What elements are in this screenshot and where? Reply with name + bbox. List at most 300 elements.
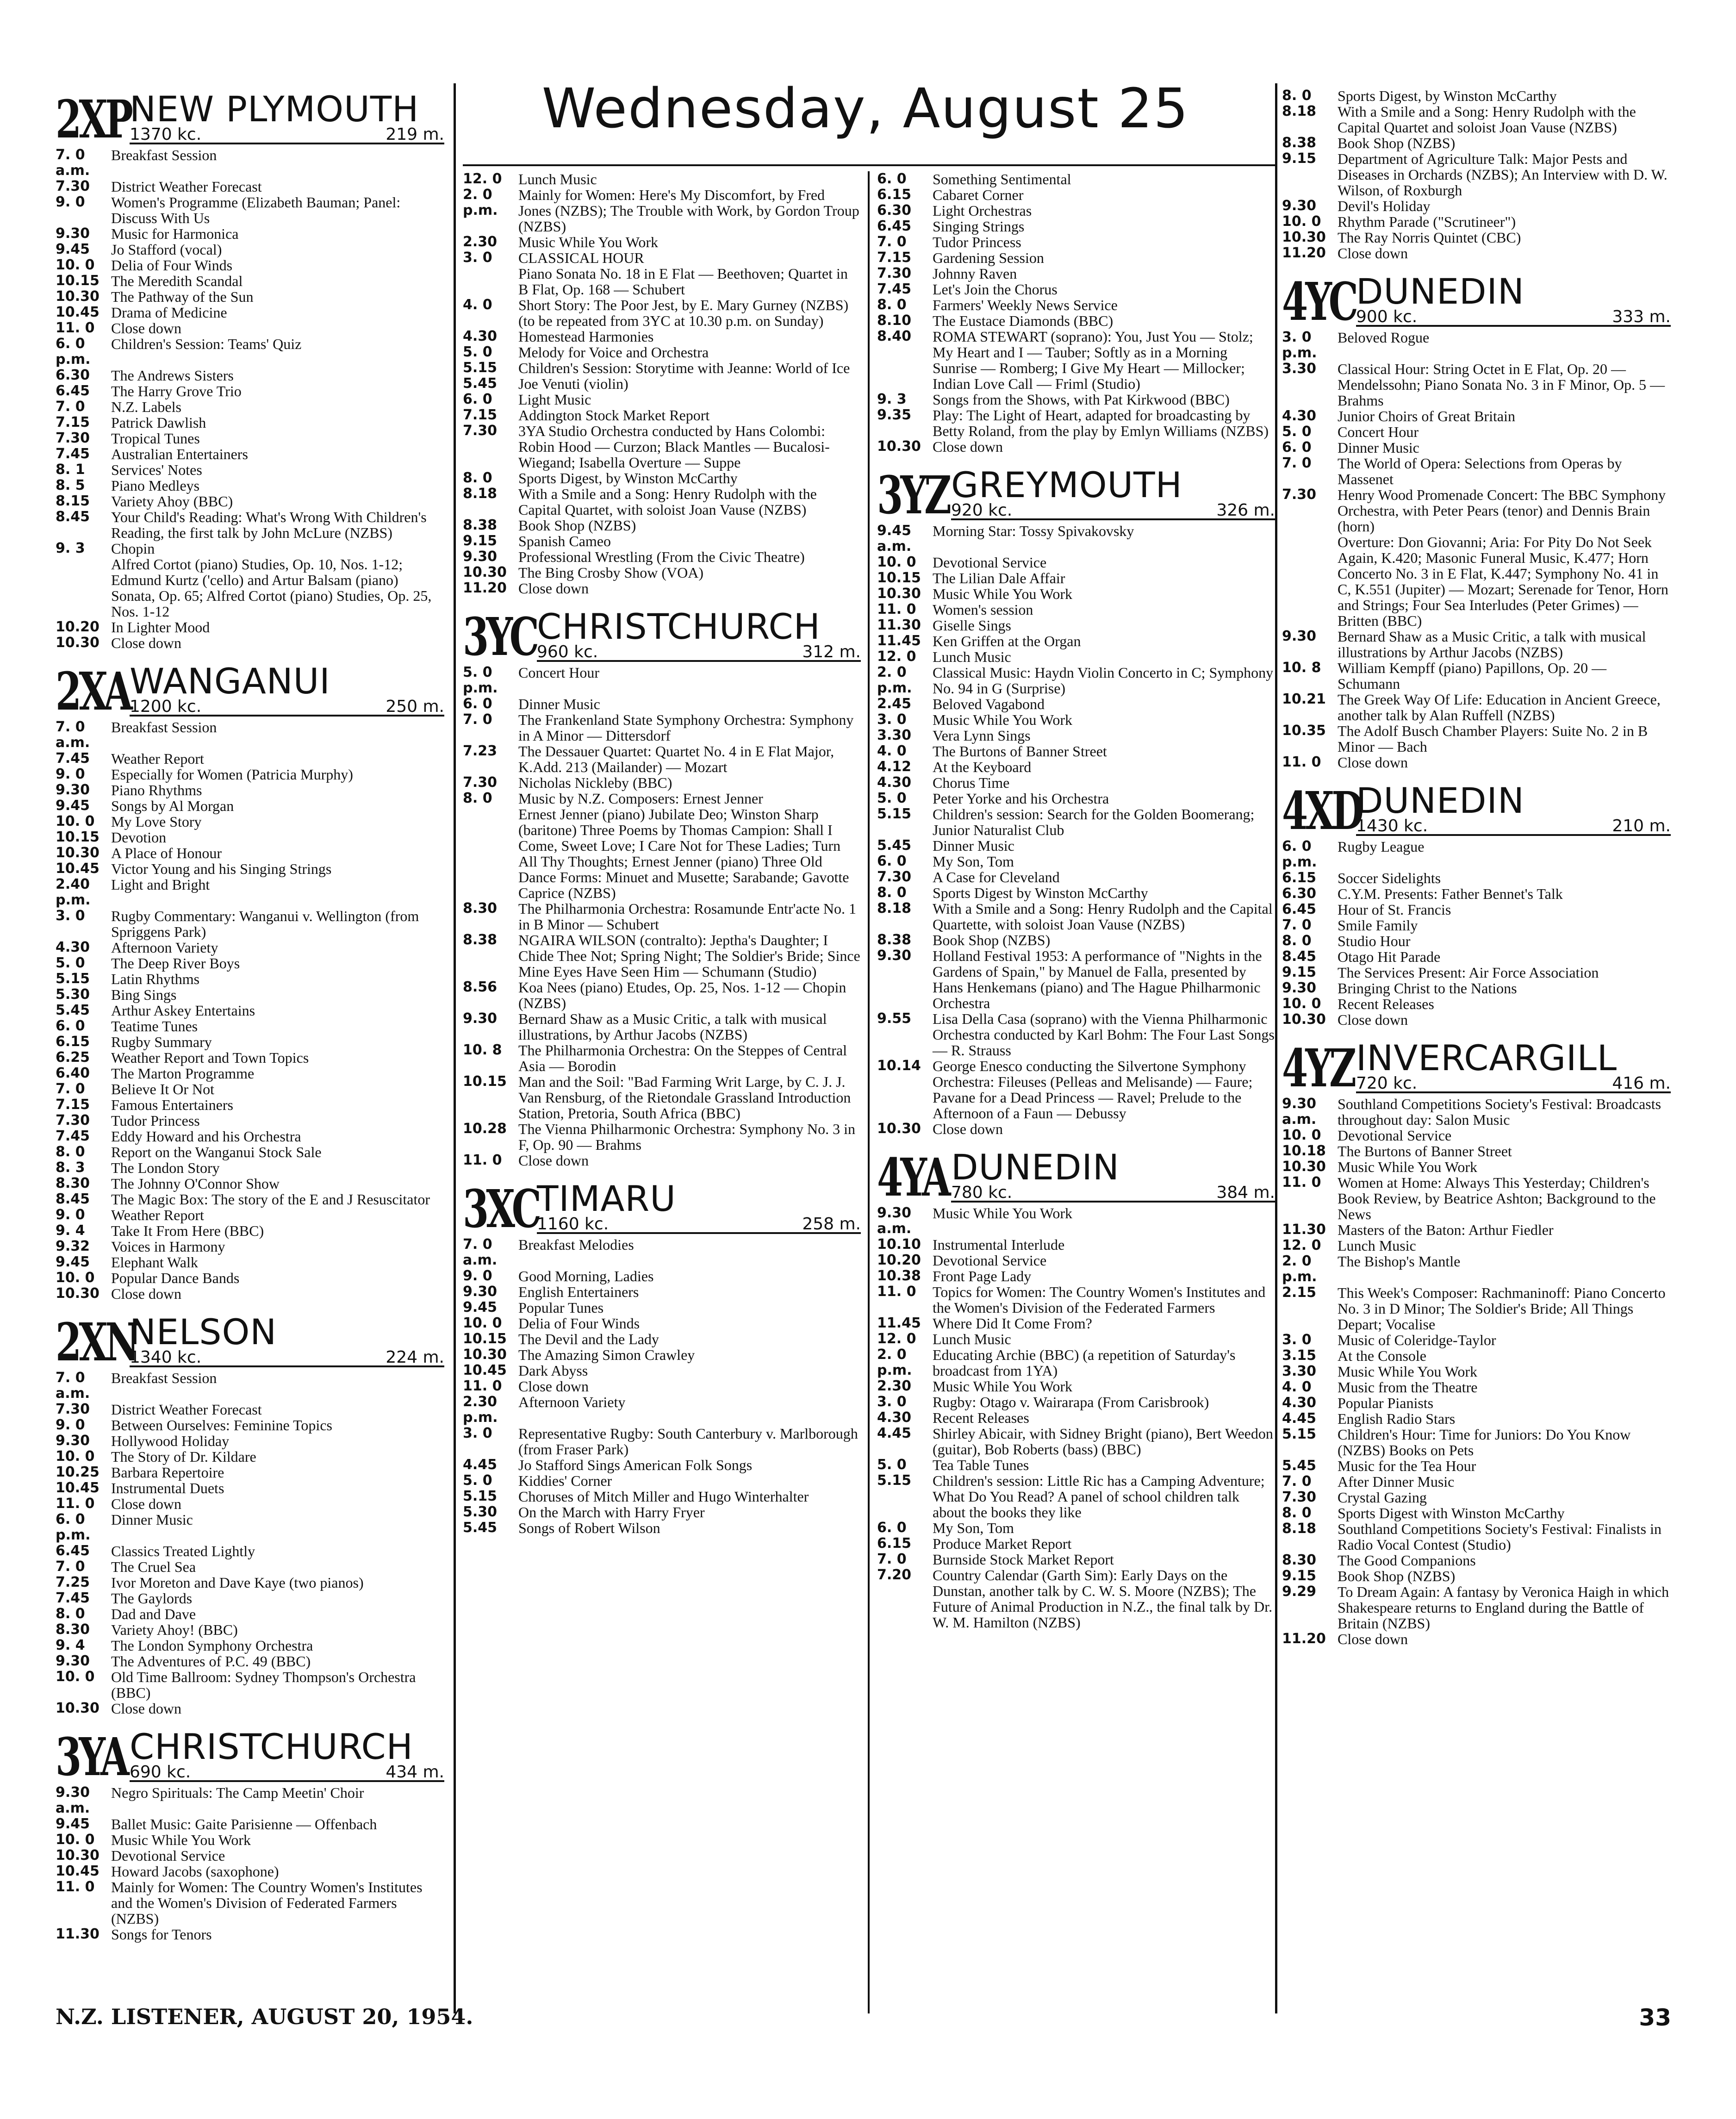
programme-entry — [56, 719, 444, 751]
programme-description: The Frankenland State Symphony Orchestra: Symphony in A Minor — Dittersdorf — [518, 711, 854, 744]
programme-description: Variety Ahoy (BBC) — [111, 493, 233, 510]
programme-description: Junior Choirs of Great Britain — [1338, 408, 1515, 424]
programme-entry — [463, 376, 861, 392]
programme-description: Barbara Repertoire — [111, 1464, 224, 1481]
programme-entry — [1282, 1348, 1671, 1364]
programme-time: 10.30 — [1282, 1159, 1326, 1175]
programme-entry — [463, 1457, 861, 1473]
programme-description: Close down — [518, 580, 589, 597]
programme-description: To Dream Again: A fantasy by Veronica Haigh in which Shakespeare returns to England during the Battle of Britain (NZBS) — [1338, 1583, 1669, 1632]
programme-time: 10. 0 — [1282, 996, 1321, 1012]
programme-time: 7.30 — [877, 869, 912, 885]
programme-time: 8.45 — [56, 509, 90, 525]
programme-description: Concert Hour — [518, 664, 600, 681]
programme-description: Dinner Music — [518, 696, 600, 712]
programme-description: Songs from the Shows, with Pat Kirkwood (BBC) — [933, 391, 1230, 408]
programme-entry — [56, 556, 444, 619]
programme-entry — [56, 1701, 444, 1716]
programme-entry — [56, 814, 444, 829]
station-header — [56, 1311, 444, 1373]
programme-entry — [1282, 723, 1671, 754]
programme-time: 10. 0 — [56, 1448, 95, 1465]
programme-entry — [463, 979, 861, 1011]
programme-entry — [463, 392, 861, 407]
programme-time: 6. 0 — [877, 1520, 907, 1536]
programme-description: Music for the Tea Hour — [1338, 1458, 1476, 1474]
station-line — [1282, 271, 1671, 332]
station-header — [1282, 271, 1671, 332]
station-name-block — [130, 661, 444, 717]
programme-description: The Good Companions — [1338, 1552, 1476, 1569]
programme-description: District Weather Forecast — [111, 1401, 262, 1418]
station-callsign: 2XP — [56, 89, 131, 150]
programme-entry — [877, 266, 1275, 281]
station-header — [1282, 780, 1671, 841]
column-rule — [1275, 83, 1277, 2013]
programme-entry — [463, 234, 861, 250]
programme-description: The Services Present: Air Force Association — [1338, 964, 1599, 981]
programme-entry — [1282, 629, 1671, 660]
programme-time: 7. 0 a.m. — [56, 1370, 90, 1402]
programme-time: 9.32 — [56, 1238, 90, 1254]
programme-entry — [56, 446, 444, 462]
programme-time: 10.30 — [463, 564, 507, 580]
programme-description: Close down — [111, 635, 181, 651]
programme-entry — [56, 383, 444, 399]
programme-entry — [877, 1378, 1275, 1394]
programme-description: Close down — [1338, 1631, 1408, 1647]
programme-description: Women's Programme (Elizabeth Bauman; Panel: Discuss With Us — [111, 194, 401, 226]
programme-entry — [56, 336, 444, 368]
programme-description: At the Console — [1338, 1347, 1426, 1364]
programme-entry — [877, 1347, 1275, 1378]
programme-description: Book Shop (NZBS) — [1338, 135, 1456, 151]
programme-description: Representative Rugby: South Canterbury v. Marlborough (from Fraser Park) — [518, 1425, 858, 1458]
programme-entry — [56, 1081, 444, 1097]
programme-description: Farmers' Weekly News Service — [933, 297, 1118, 313]
station-name-block — [1356, 780, 1671, 836]
programme-time: 7. 0 a.m. — [56, 147, 90, 179]
programme-description: C.Y.M. Presents: Father Bennet's Talk — [1338, 885, 1563, 902]
programme-description: Arthur Askey Entertains — [111, 1002, 255, 1019]
programme-description: Breakfast Session — [111, 147, 217, 163]
programme-entry — [1282, 886, 1671, 902]
station-wavelength: 250 m. — [386, 697, 444, 716]
programme-description: Classical Hour: String Octet in E Flat, Op. 20 — Mendelssohn; Piano Sonata No. 3 in F Minor, Op. 5 — Brahms — [1338, 361, 1665, 409]
programme-time: 8. 0 — [877, 297, 907, 313]
programme-time: 9.45 a.m. — [877, 523, 912, 555]
programme-time: 9.30 — [1282, 198, 1317, 214]
programme-time: 9.30 a.m. — [1282, 1096, 1317, 1128]
programme-description: On the March with Harry Fryer — [518, 1504, 705, 1521]
programme-entry — [877, 948, 1275, 1011]
programme-description: Popular Tunes — [518, 1299, 604, 1316]
programme-description: Short Story: The Poor Jest, by E. Mary Gurney (NZBS) (to be repeated from 3YC at 10.30 p.m. on Sunday) — [518, 297, 849, 329]
programme-time: 6.25 — [56, 1049, 90, 1066]
programme-time: 9.45 — [56, 241, 90, 257]
station-frequency-row — [537, 1216, 861, 1232]
programme-time: 6. 0 — [463, 696, 492, 712]
programme-time: 6.15 — [56, 1034, 90, 1050]
programme-time: 5. 0 — [463, 344, 492, 360]
programme-time: 4. 0 — [1282, 1379, 1312, 1395]
programme-entry — [1282, 965, 1671, 980]
programme-entry — [463, 360, 861, 376]
programme-time: 2.45 — [877, 696, 912, 712]
programme-description: Lunch Music — [933, 648, 1011, 665]
station-line — [877, 1147, 1275, 1208]
programme-entry — [56, 1066, 444, 1081]
programme-entry — [877, 1121, 1275, 1137]
programme-description: At the Keyboard — [933, 759, 1032, 775]
programme-entry — [877, 649, 1275, 665]
programme-entry — [877, 633, 1275, 649]
programme-time — [56, 556, 111, 619]
programme-description: The Philharmonia Orchestra: Rosamunde Entr'acte No. 1 in B Minor — Schubert — [518, 900, 856, 933]
station-name: WANGANUI — [130, 661, 330, 702]
programme-time: 9.30 a.m. — [56, 1784, 90, 1816]
title-rule — [463, 164, 1275, 166]
programme-entry — [56, 1816, 444, 1832]
programme-entry — [56, 226, 444, 242]
programme-description: The Burtons of Banner Street — [1338, 1143, 1512, 1159]
station-name: NELSON — [130, 1311, 277, 1352]
programme-entry — [56, 478, 444, 493]
programme-time: 10. 8 — [1282, 660, 1321, 676]
programme-description: Report on the Wanganui Stock Sale — [111, 1144, 322, 1160]
programme-entry — [1282, 1143, 1671, 1159]
station-kc: 900 kc. — [1356, 307, 1418, 326]
station-kc: 720 kc. — [1356, 1074, 1418, 1093]
programme-time: 9.30 — [877, 947, 912, 964]
programme-time: 5.45 — [56, 1002, 90, 1018]
programme-time: 4.45 — [1282, 1410, 1317, 1427]
programme-description: Songs for Tenors — [111, 1926, 212, 1943]
programme-description: Joe Venuti (violin) — [518, 375, 628, 392]
programme-description: Popular Pianists — [1338, 1395, 1434, 1411]
programme-entry — [1282, 1128, 1671, 1143]
programme-entry — [877, 806, 1275, 838]
programme-description: Front Page Lady — [933, 1268, 1032, 1284]
station-callsign: 4YC — [1282, 271, 1356, 332]
programme-description: Between Ourselves: Feminine Topics — [111, 1417, 332, 1433]
programme-time: 2. 0 p.m. — [463, 187, 498, 218]
programme-time: 7.30 — [56, 178, 90, 194]
programme-time: 8. 0 — [877, 885, 907, 901]
programme-description: Mainly for Women: Here's My Discomfort, by Fred Jones (NZBS); The Trouble with Work, by Gordon Troup (NZBS) — [518, 187, 859, 235]
programme-entry — [56, 1128, 444, 1144]
programme-description: English Entertainers — [518, 1284, 639, 1300]
programme-entry — [463, 696, 861, 712]
programme-time: 8.15 — [56, 493, 90, 509]
programme-entry — [877, 570, 1275, 586]
programme-description: Instrumental Duets — [111, 1480, 224, 1496]
programme-entry — [56, 1176, 444, 1191]
programme-description: Nicholas Nickleby (BBC) — [518, 774, 672, 791]
programme-description: Music for Harmonica — [111, 225, 239, 242]
programme-entry — [463, 806, 861, 901]
programme-entry — [877, 696, 1275, 712]
programme-entry — [877, 1058, 1275, 1121]
programme-entry — [877, 1268, 1275, 1284]
column-rule — [454, 83, 456, 2013]
programme-time: 7. 0 — [56, 1558, 85, 1575]
programme-description: Bernard Shaw as a Music Critic, a talk with musical illustrations, by Arthur Jacobs (NZBS) — [518, 1010, 827, 1043]
programme-description: Teatime Tunes — [111, 1018, 198, 1035]
programme-description: The Greek Way Of Life: Education in Ancient Greece, another talk by Alan Ruffell (NZBS) — [1338, 691, 1661, 723]
programme-entry — [56, 1144, 444, 1160]
programme-entry — [56, 1160, 444, 1176]
programme-time: 8. 3 — [56, 1159, 85, 1176]
programme-description: Popular Dance Bands — [111, 1270, 240, 1286]
programme-description: The Harry Grove Trio — [111, 383, 242, 399]
station-callsign: 3YA — [56, 1726, 127, 1788]
programme-description: Soccer Sidelights — [1338, 870, 1441, 886]
programme-description: Music While You Work — [111, 1832, 251, 1848]
programme-description: Burnside Stock Market Report — [933, 1551, 1114, 1568]
programme-entry — [463, 1300, 861, 1315]
programme-description: Produce Market Report — [933, 1535, 1072, 1552]
station-kc: 1160 kc. — [537, 1215, 609, 1234]
programme-description: The Dessauer Quartet: Quartet No. 4 in E Flat Major, K.Add. 213 (Mailander) — Mozart — [518, 743, 834, 775]
programme-entry — [877, 1284, 1275, 1315]
programme-time: 8. 0 — [56, 1606, 85, 1622]
programme-time: 5.45 — [1282, 1458, 1317, 1474]
programme-entry — [1282, 660, 1671, 692]
programme-description: Close down — [111, 1285, 181, 1302]
station-name-block — [130, 1311, 444, 1367]
programme-entry — [56, 1785, 444, 1816]
programme-description: The Gaylords — [111, 1590, 193, 1607]
programme-entry — [56, 257, 444, 273]
programme-description: Rugby: Otago v. Wairarapa (From Carisbrook) — [933, 1394, 1209, 1410]
programme-description: My Love Story — [111, 813, 202, 830]
programme-entry — [1282, 198, 1671, 214]
programme-time: 5.45 — [877, 837, 912, 854]
programme-description: Country Calendar (Garth Sim): Early Days on the Dunstan, another talk by C. W. S. Moore (NZBS); The Future of Animal Production in N.Z., the final talk by Dr. W. M. Hamilton (NZBS) — [933, 1567, 1273, 1631]
station-header — [56, 1726, 444, 1788]
programme-time: 9.45 — [56, 1254, 90, 1270]
programme-time: 6.15 — [877, 187, 912, 203]
programme-entry — [56, 1863, 444, 1879]
station-line — [463, 606, 861, 667]
station-name-block — [537, 606, 861, 662]
programme-time: 7.30 — [877, 265, 912, 281]
programme-description: Negro Spirituals: The Camp Meetin' Choir — [111, 1784, 364, 1801]
programme-time: 11. 0 — [463, 1152, 502, 1168]
programme-time: 9. 0 — [56, 194, 85, 210]
programme-time: 10.45 — [463, 1362, 507, 1378]
station-name-block — [537, 1178, 861, 1234]
station-kc: 1340 kc. — [130, 1348, 202, 1367]
programme-time: 10.30 — [877, 438, 921, 455]
programme-description: Variety Ahoy! (BBC) — [111, 1621, 238, 1638]
programme-time — [463, 806, 518, 901]
programme-description: NGAIRA WILSON (contralto): Jeptha's Daughter; I Chide Thee Not; Spring Night; The Soldier's Bride; Since Mine Eyes Have Seen Him — Schumann (Studio) — [518, 932, 860, 980]
programme-time: 10.28 — [463, 1121, 507, 1137]
programme-entry — [56, 1575, 444, 1590]
programme-time: 3. 0 — [877, 711, 907, 728]
programme-description: Music While You Work — [933, 586, 1073, 602]
programme-time: 4. 0 — [463, 297, 492, 313]
programme-description: The Andrews Sisters — [111, 367, 234, 384]
programme-entry — [1282, 1253, 1671, 1285]
programme-time: 10.20 — [877, 1252, 921, 1268]
programme-time: 10.10 — [877, 1236, 921, 1253]
programme-description: Close down — [1338, 245, 1408, 262]
programme-time: 7.15 — [877, 249, 912, 266]
programme-entry — [463, 549, 861, 565]
programme-time: 5.15 — [56, 971, 90, 987]
programme-entry — [56, 1590, 444, 1606]
programme-entry — [463, 1268, 861, 1284]
programme-description: Light Orchestras — [933, 202, 1032, 219]
programme-time: 6.45 — [877, 218, 912, 234]
programme-entry — [56, 1669, 444, 1701]
programme-entry — [877, 1011, 1275, 1058]
programme-entry — [877, 1567, 1275, 1630]
programme-time: 7.30 — [463, 774, 498, 791]
station-name: TIMARU — [537, 1178, 676, 1219]
station-wavelength: 326 m. — [1216, 501, 1275, 520]
programme-description: Sports Digest by Winston McCarthy — [933, 885, 1148, 901]
programme-description: Professional Wrestling (From the Civic Theatre) — [518, 548, 805, 565]
station-name: CHRISTCHURCH — [537, 606, 821, 647]
programme-description: Close down — [111, 320, 181, 337]
programme-entry — [877, 218, 1275, 234]
programme-description: Let's Join the Chorus — [933, 281, 1058, 298]
programme-description: Dark Abyss — [518, 1362, 588, 1379]
programme-description: Elephant Walk — [111, 1254, 198, 1271]
programme-time: 6. 0 — [463, 391, 492, 407]
programme-entry — [56, 242, 444, 257]
programme-time: 7. 0 — [1282, 917, 1312, 933]
programme-description: 3YA Studio Orchestra conducted by Hans Colombi: Robin Hood — Curzon; Black Mantles — Bucalosi-Wiegand; Isabella Overture — Suppe — [518, 423, 830, 471]
programme-time: 8.38 — [877, 932, 912, 948]
programme-time: 8. 0 — [56, 1144, 85, 1160]
programme-description: Chopin — [111, 540, 155, 557]
programme-description: Old Time Ballroom: Sydney Thompson's Orchestra (BBC) — [111, 1669, 416, 1701]
station-wavelength: 312 m. — [802, 642, 861, 661]
programme-description: The Marton Programme — [111, 1065, 255, 1082]
programme-entry — [877, 313, 1275, 329]
programme-description: George Enesco conducting the Silvertone Symphony Orchestra: Fileuses (Pelleas and Melisande) — Faure; Pavane for a Dead Princess — Ravel; Prelude to the Afternoon of a Faun — Debussy — [933, 1058, 1253, 1122]
programme-entry — [1282, 1568, 1671, 1584]
programme-entry — [877, 297, 1275, 313]
station-kc: 690 kc. — [130, 1763, 191, 1782]
programme-entry — [56, 1832, 444, 1848]
programme-time: 8. 0 — [463, 470, 492, 486]
programme-time: 7. 0 a.m. — [56, 719, 90, 751]
programme-entry — [877, 203, 1275, 218]
programme-entry — [56, 1402, 444, 1417]
programme-entry — [1282, 1238, 1671, 1253]
programme-description: Piano Medleys — [111, 477, 200, 494]
programme-time: 10.30 — [1282, 229, 1326, 245]
programme-time: 9.15 — [1282, 150, 1317, 167]
programme-description: My Son, Tom — [933, 1520, 1014, 1536]
programme-entry — [463, 250, 861, 266]
programme-time: 10.30 — [56, 288, 100, 305]
programme-time: 9. 4 — [56, 1637, 85, 1653]
programme-time: 10.30 — [56, 845, 100, 861]
programme-entry — [1282, 1364, 1671, 1379]
station-line — [1282, 780, 1671, 841]
programme-time: 8.18 — [1282, 1521, 1317, 1537]
programme-entry — [56, 1034, 444, 1050]
programme-entry — [56, 940, 444, 955]
programme-entry — [56, 877, 444, 908]
programme-time: 10.30 — [56, 635, 100, 651]
programme-time: 8. 0 — [463, 790, 492, 806]
programme-description: Bing Sings — [111, 986, 177, 1003]
programme-time: 7. 0 — [1282, 1473, 1312, 1490]
programme-entry — [1282, 245, 1671, 261]
station-line — [877, 464, 1275, 526]
programme-description: The Meredith Scandal — [111, 273, 243, 289]
programme-entry — [463, 791, 861, 806]
programme-entry — [877, 1315, 1275, 1331]
programme-entry — [56, 1638, 444, 1653]
programme-entry — [1282, 487, 1671, 534]
programme-description: With a Smile and a Song: Henry Rudolph with the Capital Quartet and soloist Joan Vause (NZBS) — [1338, 103, 1636, 136]
programme-time: 7.23 — [463, 743, 498, 759]
programme-entry — [463, 407, 861, 423]
station-line — [56, 661, 444, 722]
programme-description: Instrumental Interlude — [933, 1236, 1065, 1253]
programme-time: 11. 0 — [877, 601, 916, 617]
programme-time: 3.30 — [877, 727, 912, 743]
programme-description: Henry Wood Promenade Concert: The BBC Symphony Orchestra, with Peter Pears (tenor) and Dennis Brain (horn) — [1338, 486, 1666, 535]
programme-description: Weather Report — [111, 750, 204, 767]
programme-time: 6.45 — [56, 383, 90, 399]
programme-description: Devotional Service — [1338, 1127, 1452, 1144]
station-kc: 780 kc. — [951, 1183, 1013, 1202]
programme-description: Breakfast Melodies — [518, 1236, 634, 1253]
programme-time: 11. 0 — [463, 1378, 502, 1394]
station-frequency-row — [130, 1350, 444, 1365]
programme-entry — [56, 320, 444, 336]
programme-time: 7. 0 — [463, 711, 492, 728]
programme-entry — [1282, 1096, 1671, 1128]
programme-time: 6. 0 — [1282, 439, 1312, 455]
programme-entry — [877, 743, 1275, 759]
programme-entry — [877, 885, 1275, 901]
programme-entry — [877, 1457, 1275, 1473]
programme-time: 9.30 — [1282, 980, 1317, 996]
programme-time: 5.15 — [463, 360, 498, 376]
programme-entry — [1282, 151, 1671, 198]
programme-entry — [56, 1254, 444, 1270]
station-name-block — [1356, 271, 1671, 327]
programme-description: Women at Home: Always This Yesterday; Children's Book Review, by Beatrice Ashton; Background to the News — [1338, 1174, 1656, 1222]
programme-entry — [463, 1237, 861, 1268]
programme-time: 3. 0 — [1282, 1332, 1312, 1348]
programme-time: 10.25 — [56, 1464, 100, 1480]
programme-time: 7.15 — [56, 414, 90, 430]
programme-description: The Philharmonia Orchestra: On the Steppes of Central Asia — Borodin — [518, 1042, 847, 1074]
programme-description: Tudor Princess — [933, 234, 1021, 250]
programme-description: Jo Stafford Sings American Folk Songs — [518, 1457, 753, 1473]
programme-time: 11.30 — [877, 617, 921, 633]
programme-description: Mainly for Women: The Country Women's Institutes and the Women's Division of Federated Farmers (NZBS) — [111, 1879, 423, 1927]
programme-time: 8.38 — [1282, 135, 1317, 151]
programme-time: 10.30 — [463, 1346, 507, 1363]
programme-time: 8.18 — [463, 486, 498, 502]
programme-description: The Devil and the Lady — [518, 1331, 659, 1347]
programme-time: 10. 0 — [1282, 213, 1321, 230]
programme-time: 11. 0 — [877, 1284, 916, 1300]
